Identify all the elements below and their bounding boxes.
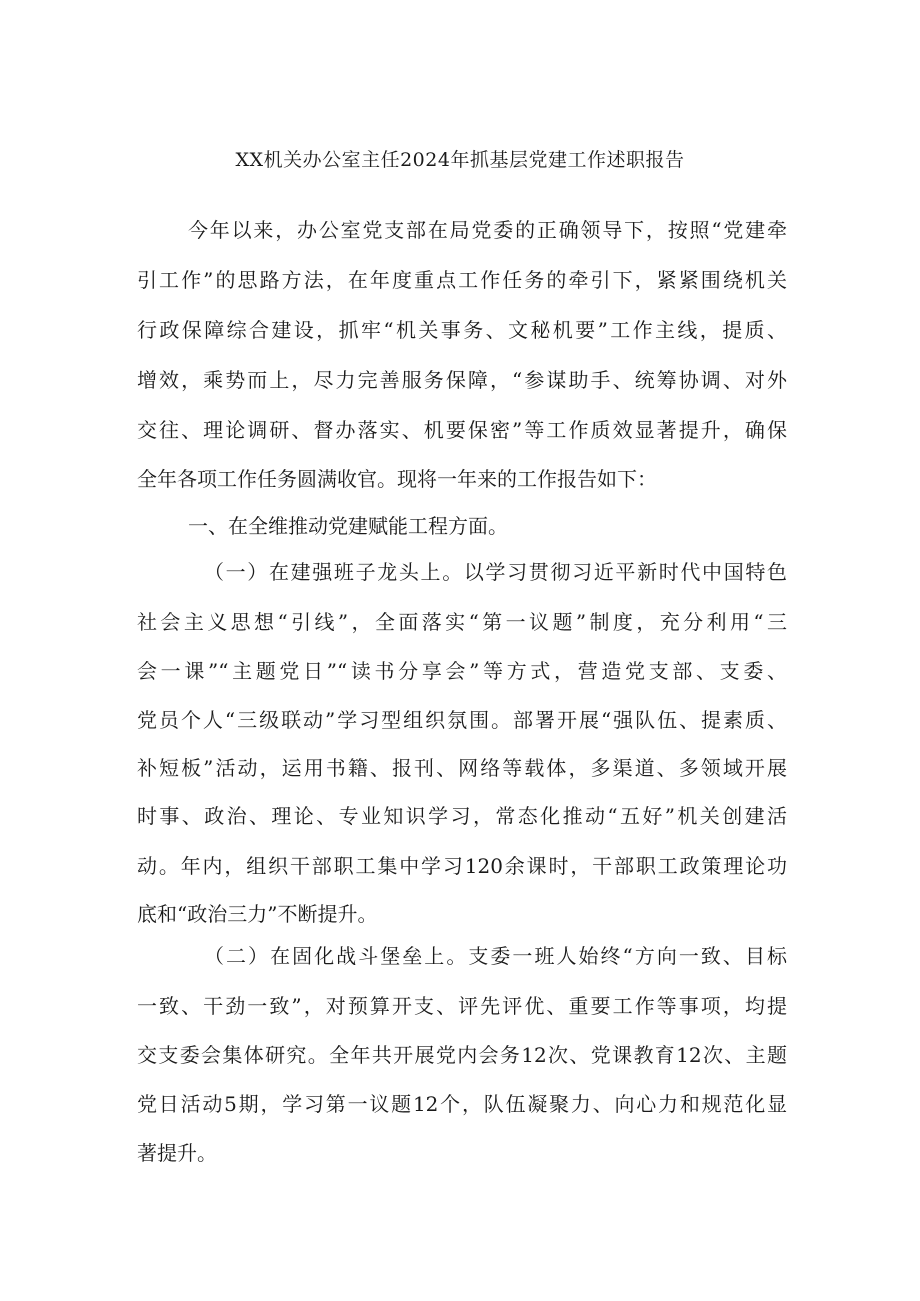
section-heading: 一、在全维推动党建赋能工程方面。 <box>188 514 508 538</box>
paragraph-line: 引工作”的思路方法，在年度重点工作任务的牵引下，紧紧围绕机关 <box>137 268 787 292</box>
paragraph-line: 党员个人“三级联动”学习型组织氛围。部署开展“强队伍、提素质、 <box>137 708 787 732</box>
paragraph-line: 党日活动5期，学习第一议题12个，队伍凝聚力、向心力和规范化显 <box>137 1092 787 1116</box>
paragraph-line: 全年各项工作任务圆满收官。现将一年来的工作报告如下： <box>137 467 657 491</box>
paragraph-line: 交支委会集体研究。全年共开展党内会务12次、党课教育12次、主题 <box>137 1043 787 1067</box>
paragraph-line: 动。年内，组织干部职工集中学习120余课时，干部职工政策理论功 <box>137 854 787 878</box>
paragraph-line: 底和“政治三力”不断提升。 <box>137 902 378 926</box>
paragraph-line: 会一课”“主题党日”“读书分享会”等方式，营造党支部、支委、 <box>137 659 787 683</box>
paragraph-line: 补短板”活动，运用书籍、报刊、网络等载体，多渠道、多领域开展 <box>137 756 787 780</box>
paragraph-line: 时事、政治、理论、专业知识学习，常态化推动“五好”机关创建活 <box>137 804 787 828</box>
paragraph-line: 增效，乘势而上，尽力完善服务保障，“参谋助手、统筹协调、对外 <box>137 368 787 392</box>
paragraph-line: 一致、干劲一致”，对预算开支、评先评优、重要工作等事项，均提 <box>137 994 787 1018</box>
paragraph-line: 行政保障综合建设，抓牢“机关事务、文秘机要”工作主线，提质、 <box>137 318 787 342</box>
paragraph-line: （一）在建强班子龙头上。以学习贯彻习近平新时代中国特色 <box>204 560 787 584</box>
paragraph-line: 今年以来，办公室党支部在局党委的正确领导下，按照“党建牵 <box>188 218 787 242</box>
paragraph-line: 交往、理论调研、督办落实、机要保密”等工作质效显著提升，确保 <box>137 418 787 442</box>
document-title: XX机关办公室主任2024年抓基层党建工作述职报告 <box>235 149 685 171</box>
paragraph-line: （二）在固化战斗堡垒上。支委一班人始终“方向一致、目标 <box>204 944 787 968</box>
paragraph-line: 社会主义思想“引线”，全面落实“第一议题”制度，充分利用“三 <box>137 610 787 634</box>
paragraph-line: 著提升。 <box>137 1141 217 1165</box>
